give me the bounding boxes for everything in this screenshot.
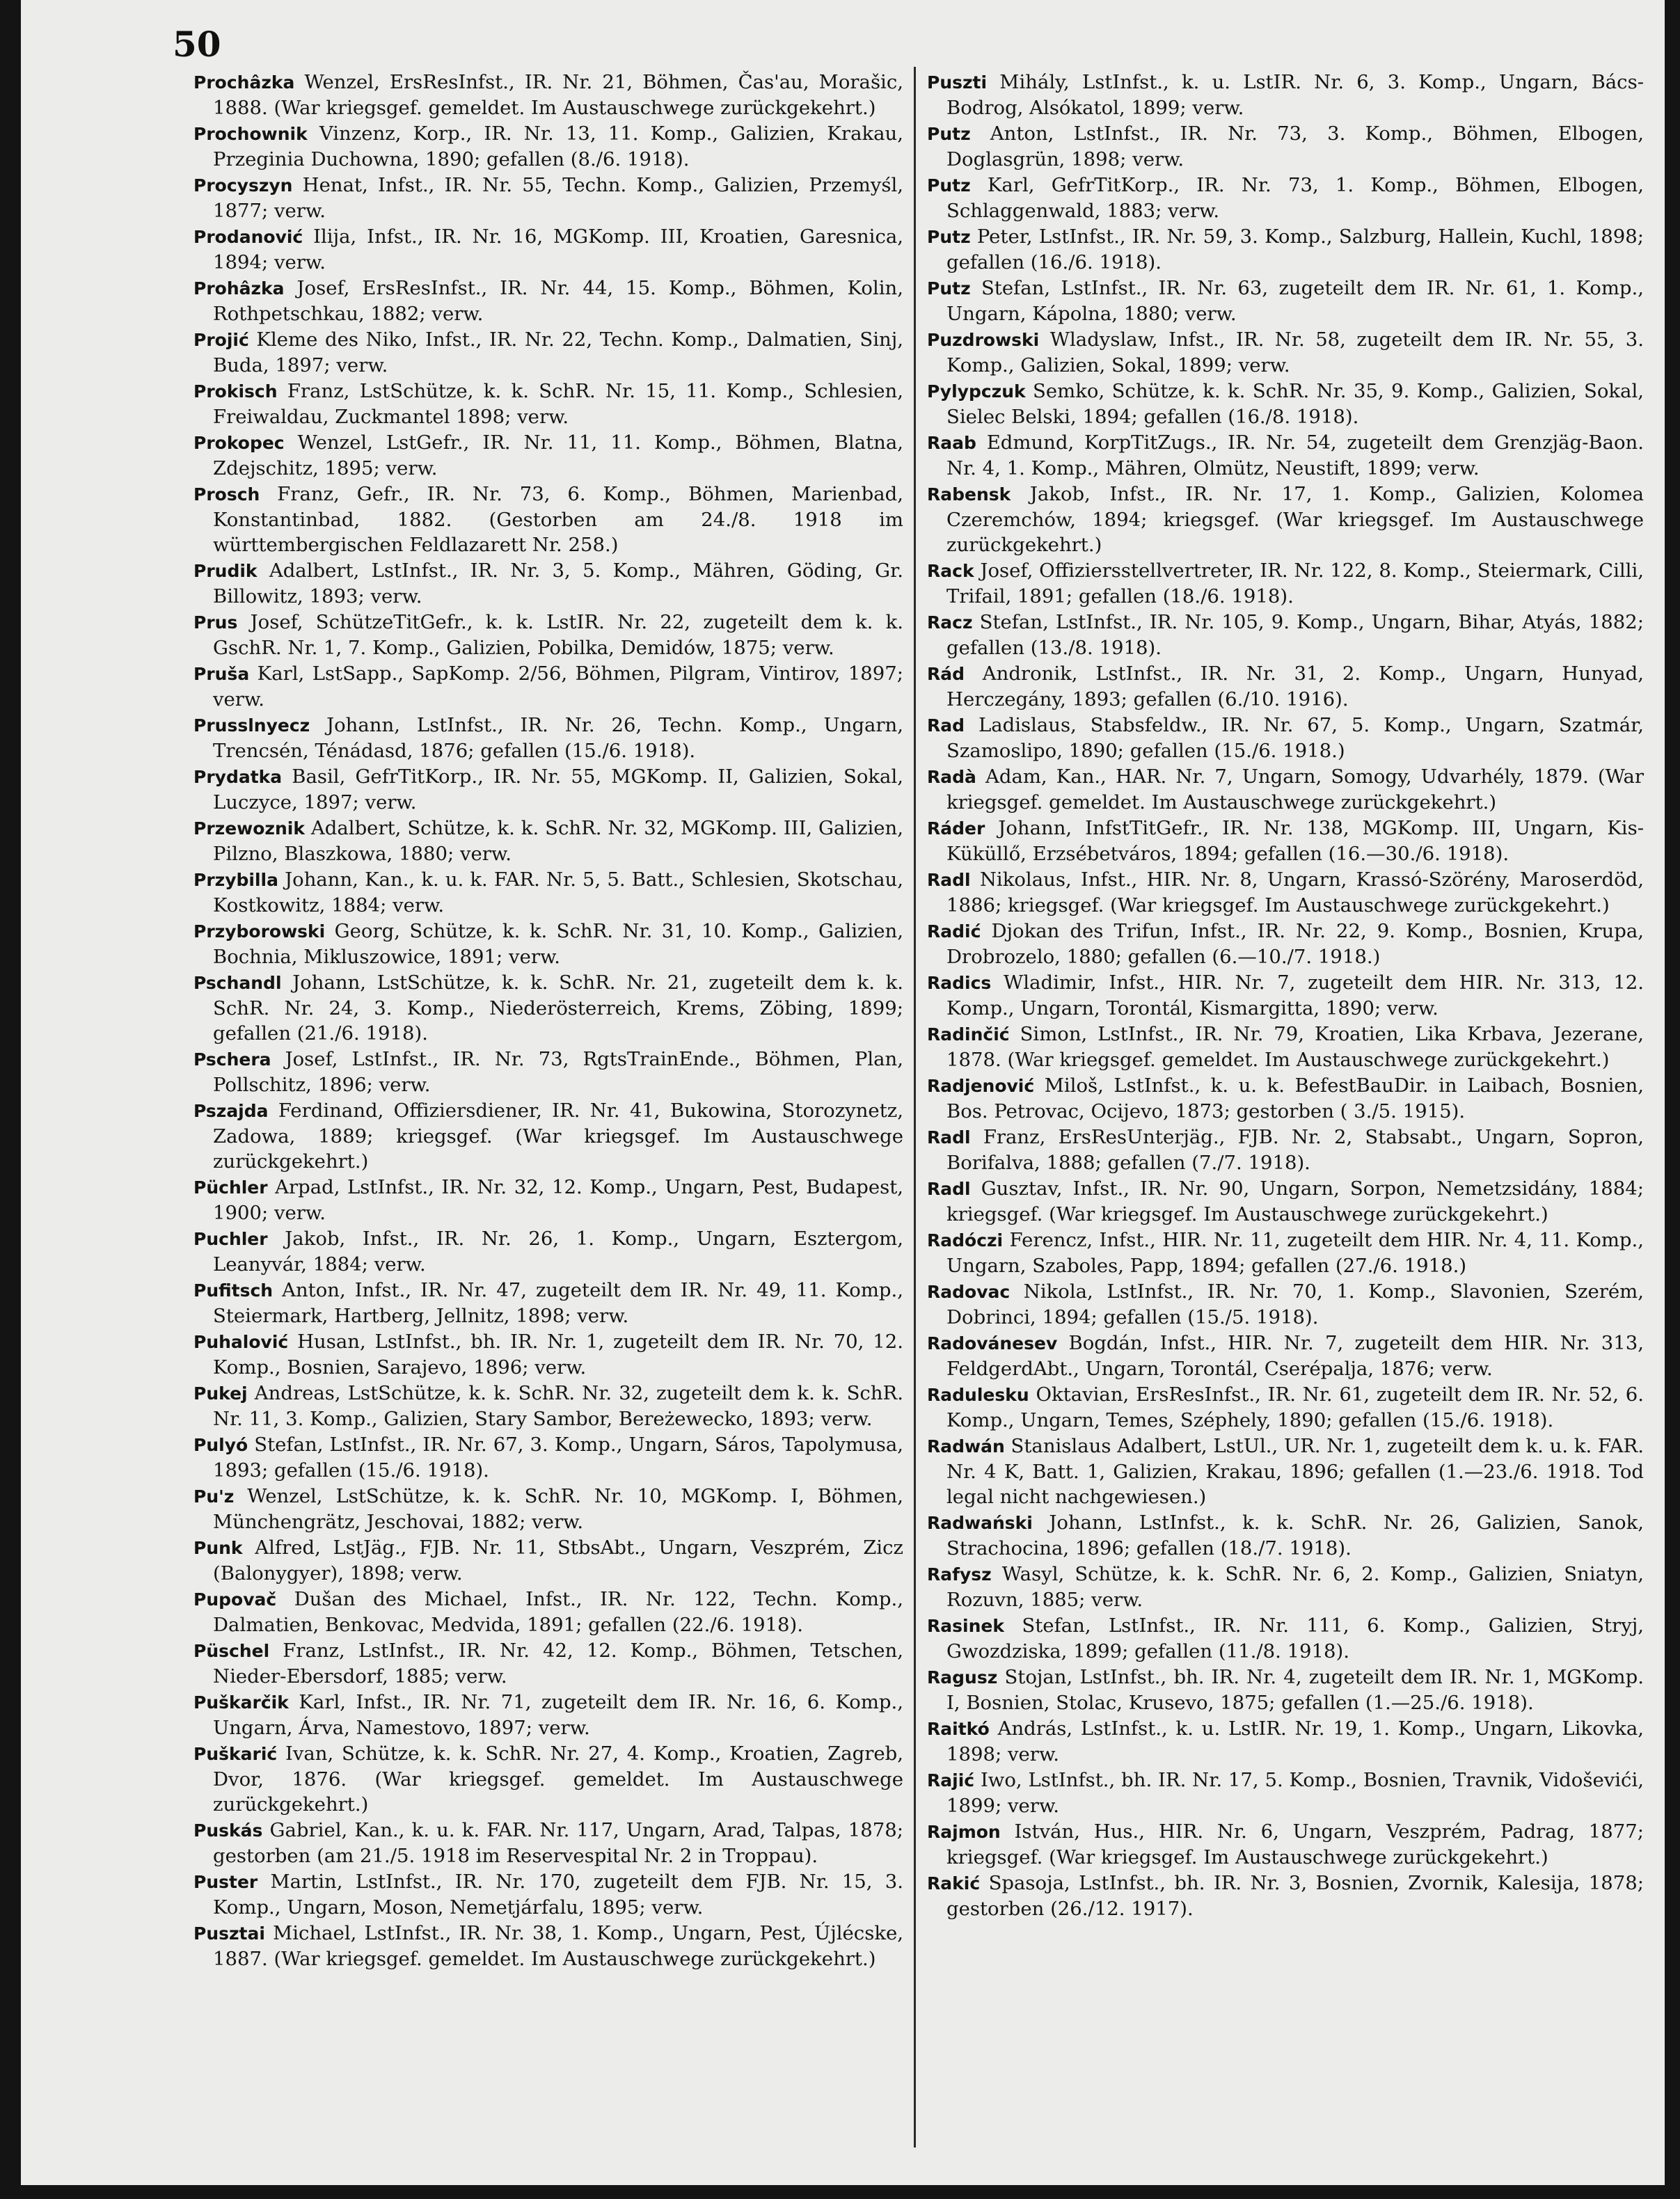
entry-details: Ferdinand, Offiziersdiener, IR. Nr. 41, Bukowina, Storozynetz, Zadowa, 1889; kriegsgef. (War kriegsgef. Im Austauschwege zurückgekehrt.) xyxy=(213,1100,903,1173)
entry-surname: Rád xyxy=(927,664,965,684)
entry-details: Stefan, LstInfst., IR. Nr. 63, zugeteilt dem IR. Nr. 61, 1. Komp., Ungarn, Kápolna, 1880; verw. xyxy=(946,277,1644,325)
entry-surname: Rasinek xyxy=(927,1616,1004,1636)
entry-details: Alfred, LstJäg., FJB. Nr. 11, StbsAbt., Ungarn, Veszprém, Zicz (Balonygyer), 1898; verw. xyxy=(213,1537,903,1585)
casualty-entry xyxy=(927,1022,1644,1072)
entry-details: Jakob, Infst., IR. Nr. 17, 1. Komp., Galizien, Kolomea Czeremchów, 1894; kriegsgef. (War kriegsgef. Im Austauschwege zurückgekehrt.) xyxy=(946,483,1644,556)
casualty-entry xyxy=(193,1278,903,1328)
entry-surname: Rajmon xyxy=(927,1822,1001,1842)
entry-details: Anton, LstInfst., IR. Nr. 73, 3. Komp., Böhmen, Elbogen, Doglasgrün, 1898; verw. xyxy=(946,122,1644,170)
entry-surname: Rafysz xyxy=(927,1564,992,1585)
entry-surname: Pufitsch xyxy=(193,1280,274,1301)
casualty-entry xyxy=(193,970,903,1046)
casualty-entry xyxy=(927,1768,1644,1818)
casualty-entry xyxy=(927,764,1644,815)
entry-surname: Prosch xyxy=(193,484,260,505)
entry-details: Ladislaus, Stabsfeldw., IR. Nr. 67, 5. Komp., Ungarn, Szatmár, Szamoslipo, 1890; gefallen (15./6. 1918.) xyxy=(946,714,1644,762)
casualty-entry xyxy=(193,1921,903,1971)
entry-details: Josef, SchützeTitGefr., k. k. LstIR. Nr. 22, zugeteilt dem k. k. GschR. Nr. 1, 7. Komp., Galizien, Pobilka, Demidów, 1875; verw. xyxy=(213,611,903,659)
entry-surname: Puchler xyxy=(193,1229,268,1249)
entry-surname: Puškarić xyxy=(193,1744,278,1764)
entry-details: Adalbert, LstInfst., IR. Nr. 3, 5. Komp., Mähren, Göding, Gr. Billowitz, 1893; verw. xyxy=(213,559,903,608)
casualty-entry xyxy=(927,173,1644,223)
entry-surname: Radl xyxy=(927,870,971,890)
entry-details: Oktavian, ErsResInfst., IR. Nr. 61, zugeteilt dem IR. Nr. 52, 6. Komp., Ungarn, Temes, Széphely, 1890; gefallen (15./6. 1918). xyxy=(946,1383,1644,1431)
entry-surname: Pschera xyxy=(193,1049,271,1070)
entry-surname: Radwán xyxy=(927,1436,1005,1456)
entry-surname: Raab xyxy=(927,433,976,453)
entry-details: Johann, LstInfst., k. k. SchR. Nr. 26, Galizien, Sanok, Strachocina, 1896; gefallen (18./7. 1918). xyxy=(946,1511,1644,1559)
casualty-entry xyxy=(927,713,1644,763)
entry-surname: Radjenović xyxy=(927,1076,1035,1096)
casualty-entry xyxy=(193,1047,903,1097)
entry-details: Nikolaus, Infst., HIR. Nr. 8, Ungarn, Krassó-Szörény, Maroserdöd, 1886; kriegsgef. (War kriegsgef. Im Austauschwege zurückgekehrt.) xyxy=(946,868,1644,916)
scan-border-left xyxy=(0,0,21,2199)
entry-surname: Puzdrowski xyxy=(927,330,1040,350)
entry-surname: Pruša xyxy=(193,664,250,684)
entry-surname: Pusztai xyxy=(193,1923,265,1944)
casualty-entry xyxy=(927,482,1644,557)
casualty-entry xyxy=(927,379,1644,429)
casualty-entry xyxy=(193,1741,903,1817)
scan-border-bottom xyxy=(0,2185,1680,2199)
entry-surname: Racz xyxy=(927,612,973,633)
entry-surname: Putz xyxy=(927,175,971,196)
entry-surname: Puster xyxy=(193,1872,258,1892)
casualty-entry xyxy=(193,1329,903,1380)
casualty-entry xyxy=(927,1871,1644,1921)
casualty-entry xyxy=(927,558,1644,609)
entry-surname: Püschel xyxy=(193,1641,270,1661)
entry-details: Wladimir, Infst., HIR. Nr. 7, zugeteilt dem HIR. Nr. 313, 12. Komp., Ungarn, Torontál, Kismargitta, 1890; verw. xyxy=(946,971,1644,1019)
entry-surname: Prochâzka xyxy=(193,72,295,93)
entry-details: Semko, Schütze, k. k. SchR. Nr. 35, 9. Komp., Galizien, Sokal, Sielec Belski, 1894; gefallen (16./8. 1918). xyxy=(946,380,1644,428)
entry-details: Anton, Infst., IR. Nr. 47, zugeteilt dem IR. Nr. 49, 11. Komp., Steiermark, Hartberg, Jellnitz, 1898; verw. xyxy=(213,1279,904,1327)
casualty-entry xyxy=(927,1176,1644,1227)
entry-details: Stanislaus Adalbert, LstUl., UR. Nr. 1, zugeteilt dem k. u. k. FAR. Nr. 4 K, Batt. 1, Galizien, Krakau, 1896; gefallen (1.—23./6. 1918. Tod legal nicht nachgewiesen.) xyxy=(946,1435,1645,1508)
casualty-entry xyxy=(193,1869,903,1920)
entry-details: Arpad, LstInfst., IR. Nr. 32, 12. Komp., Ungarn, Pest, Budapest, 1900; verw. xyxy=(213,1176,903,1224)
entry-surname: Przyborowski xyxy=(193,921,326,942)
entry-details: Wenzel, LstSchütze, k. k. SchR. Nr. 10, MGKomp. I, Böhmen, Münchengrätz, Jeschovai, 1882; verw. xyxy=(213,1485,903,1533)
entry-surname: Prydatka xyxy=(193,767,283,787)
entry-surname: Rack xyxy=(927,561,974,581)
entry-details: Josef, LstInfst., IR. Nr. 73, RgtsTrainEnde., Böhmen, Plan, Pollschitz, 1896; verw. xyxy=(213,1048,903,1096)
entry-surname: Putz xyxy=(927,124,971,144)
entry-details: Josef, ErsResInfst., IR. Nr. 44, 15. Komp., Böhmen, Kolin, Rothpetschkau, 1882; verw. xyxy=(213,277,903,325)
casualty-entry xyxy=(193,610,903,660)
casualty-entry xyxy=(193,1098,903,1174)
left-column xyxy=(193,70,903,1972)
entry-surname: Pupovač xyxy=(193,1589,277,1610)
casualty-entry xyxy=(927,430,1644,481)
entry-surname: Prohâzka xyxy=(193,278,285,299)
entry-details: Michael, LstInfst., IR. Nr. 38, 1. Komp., Ungarn, Pest, Újlécske, 1887. (War kriegsgef. gemeldet. Im Austauschwege zurückgekehrt.) xyxy=(213,1922,903,1970)
casualty-entry xyxy=(927,1073,1644,1124)
casualty-entry xyxy=(193,713,903,763)
entry-surname: Pylypczuk xyxy=(927,381,1026,402)
casualty-entry xyxy=(193,327,903,378)
entry-surname: Raitkó xyxy=(927,1719,990,1739)
entry-surname: Putz xyxy=(927,227,971,247)
entry-surname: Punk xyxy=(193,1538,243,1558)
entry-details: Edmund, KorpTitZugs., IR. Nr. 54, zugeteilt dem Grenzjäg-Baon. Nr. 4, 1. Komp., Mähren, Olmütz, Neustift, 1899; verw. xyxy=(946,431,1644,479)
entry-details: Franz, ErsResUnterjäg., FJB. Nr. 2, Stabsabt., Ungarn, Sopron, Borifalva, 1888; gefallen (7./7. 1918). xyxy=(946,1126,1644,1174)
casualty-entry xyxy=(927,867,1644,918)
entry-details: Djokan des Trifun, Infst., IR. Nr. 22, 9. Komp., Bosnien, Krupa, Drobrozelo, 1880; gefallen (6.—10./7. 1918.) xyxy=(946,920,1644,968)
entry-details: Wladyslaw, Infst., IR. Nr. 58, zugeteilt dem IR. Nr. 55, 3. Komp., Galizien, Sokal, 1899; verw. xyxy=(946,328,1644,376)
entry-surname: Przewoznik xyxy=(193,818,305,839)
casualty-entry xyxy=(193,276,903,326)
entry-surname: Prodanović xyxy=(193,227,303,247)
entry-surname: Radl xyxy=(927,1127,971,1148)
entry-details: Vinzenz, Korp., IR. Nr. 13, 11. Komp., Galizien, Krakau, Przeginia Duchowna, 1890; gefallen (8./6. 1918). xyxy=(213,122,903,170)
casualty-entry xyxy=(927,327,1644,378)
casualty-entry xyxy=(927,276,1644,326)
column-divider xyxy=(914,67,916,2148)
casualty-entry xyxy=(193,1226,903,1277)
entry-surname: Puszti xyxy=(927,72,988,93)
entry-details: Basil, GefrTitKorp., IR. Nr. 55, MGKomp. II, Galizien, Sokal, Luczyce, 1897; verw. xyxy=(213,765,903,813)
casualty-entry xyxy=(193,558,903,609)
entry-details: Bogdán, Infst., HIR. Nr. 7, zugeteilt dem HIR. Nr. 313, FeldgerdAbt., Ungarn, Torontál, Cserépalja, 1876; verw. xyxy=(946,1332,1644,1380)
page-number: 50 xyxy=(173,24,221,65)
entry-surname: Puhalović xyxy=(193,1332,289,1352)
entry-details: Johann, LstInfst., IR. Nr. 26, Techn. Komp., Ungarn, Trencsén, Ténádasd, 1876; gefallen (15./6. 1918). xyxy=(213,714,903,762)
casualty-entry xyxy=(193,1818,903,1868)
entry-details: Wenzel, LstGefr., IR. Nr. 11, 11. Komp., Böhmen, Blatna, Zdejschitz, 1895; verw. xyxy=(213,431,903,479)
entry-surname: Radl xyxy=(927,1179,971,1199)
entry-details: Franz, Gefr., IR. Nr. 73, 6. Komp., Böhmen, Marienbad, Konstantinbad, 1882. (Gestorben am 24./8. 1918 im württembergischen Feldlazarett Nr. 258.) xyxy=(213,483,903,556)
entry-surname: Prudik xyxy=(193,561,257,581)
entry-details: Georg, Schütze, k. k. SchR. Nr. 31, 10. Komp., Galizien, Bochnia, Mikluszowice, 1891; verw. xyxy=(213,920,903,968)
entry-details: Ferencz, Infst., HIR. Nr. 11, zugeteilt dem HIR. Nr. 4, 11. Komp., Ungarn, Szaboles, Papp, 1894; gefallen (27./6. 1918.) xyxy=(946,1229,1645,1277)
entry-surname: Pschandl xyxy=(193,973,282,993)
entry-surname: Pulyó xyxy=(193,1435,248,1455)
entry-details: Gusztav, Infst., IR. Nr. 90, Ungarn, Sorpon, Nemetzsidány, 1884; kriegsgef. (War kriegsgef. Im Austauschwege zurückgekehrt.) xyxy=(946,1177,1644,1225)
casualty-entry xyxy=(927,919,1644,969)
entry-details: Johann, Kan., k. u. k. FAR. Nr. 5, 5. Batt., Schlesien, Skotschau, Kostkowitz, 1884; verw. xyxy=(213,868,903,916)
casualty-entry xyxy=(927,1434,1644,1509)
entry-surname: Rabensk xyxy=(927,484,1011,505)
entry-details: Martin, LstInfst., IR. Nr. 170, zugeteilt dem FJB. Nr. 15, 3. Komp., Ungarn, Moson, Nemetjárfalu, 1895; verw. xyxy=(213,1871,903,1919)
casualty-entry xyxy=(927,1125,1644,1175)
entry-surname: Ráder xyxy=(927,818,985,839)
entry-surname: Prokisch xyxy=(193,381,278,402)
casualty-entry xyxy=(193,919,903,969)
entry-details: Adam, Kan., HAR. Nr. 7, Ungarn, Somogy, Udvarhély, 1879. (War kriegsgef. gemeldet. Im Austauschwege zurückgekehrt.) xyxy=(946,765,1644,813)
casualty-entry xyxy=(193,1587,903,1637)
casualty-entry xyxy=(927,1279,1644,1330)
casualty-entry xyxy=(193,867,903,918)
entry-details: Spasoja, LstInfst., bh. IR. Nr. 3, Bosnien, Zvornik, Kalesija, 1878; gestorben (26./12. 1917). xyxy=(946,1872,1644,1920)
entry-details: Jakob, Infst., IR. Nr. 26, 1. Komp., Ungarn, Esztergom, Leanyvár, 1884; verw. xyxy=(213,1228,903,1276)
casualty-entry xyxy=(193,661,903,712)
entry-surname: Pukej xyxy=(193,1383,248,1404)
entry-details: Adalbert, Schütze, k. k. SchR. Nr. 32, MGKomp. III, Galizien, Pilzno, Blaszkowa, 1880; verw. xyxy=(213,817,903,865)
entry-details: Stefan, LstInfst., IR. Nr. 67, 3. Komp., Ungarn, Sáros, Tapolymusa, 1893; gefallen (15./6. 1918). xyxy=(213,1434,903,1482)
entry-details: Peter, LstInfst., IR. Nr. 59, 3. Komp., Salzburg, Hallein, Kuchl, 1898; gefallen (16./6. 1918). xyxy=(946,225,1644,273)
entry-details: Nikola, LstInfst., IR. Nr. 70, 1. Komp., Slavonien, Szerém, Dobrinci, 1894; gefallen (15./5. 1918). xyxy=(946,1280,1644,1328)
scan-border-right xyxy=(1665,0,1680,2199)
entry-details: Karl, GefrTitKorp., IR. Nr. 73, 1. Komp., Böhmen, Elbogen, Schlaggenwald, 1883; verw. xyxy=(946,174,1645,222)
casualty-entry xyxy=(927,1510,1644,1561)
entry-details: Stefan, LstInfst., IR. Nr. 105, 9. Komp., Ungarn, Bihar, Atyás, 1882; gefallen (13./8. 1918). xyxy=(946,611,1644,659)
entry-surname: Radóczi xyxy=(927,1230,1004,1251)
entry-details: Andreas, LstSchütze, k. k. SchR. Nr. 32, zugeteilt dem k. k. SchR. Nr. 11, 3. Komp., Galizien, Stary Sambor, Bereżewecko, 1893; verw. xyxy=(213,1382,903,1430)
entry-surname: Rajić xyxy=(927,1770,975,1791)
casualty-entry xyxy=(927,1613,1644,1664)
casualty-entry xyxy=(193,816,903,866)
entry-surname: Radà xyxy=(927,767,976,787)
entry-details: Miloš, LstInfst., k. u. k. BefestBauDir. in Laibach, Bosnien, Bos. Petrovac, Ocijevo, 1873; gestorben ( 3./5. 1915). xyxy=(946,1074,1644,1122)
casualty-entry xyxy=(193,430,903,481)
entry-surname: Radulesku xyxy=(927,1385,1029,1405)
entry-surname: Prokopec xyxy=(193,433,285,453)
casualty-entry xyxy=(193,1690,903,1740)
entry-surname: Rakić xyxy=(927,1873,981,1894)
casualty-entry xyxy=(927,970,1644,1021)
casualty-entry xyxy=(927,1819,1644,1870)
entry-surname: Radwański xyxy=(927,1513,1033,1533)
entry-details: Husan, LstInfst., bh. IR. Nr. 1, zugeteilt dem IR. Nr. 70, 12. Komp., Bosnien, Sarajevo, 1896; verw. xyxy=(213,1331,903,1379)
casualty-entry xyxy=(193,1535,903,1586)
casualty-entry xyxy=(193,1175,903,1225)
entry-details: Franz, LstInfst., IR. Nr. 42, 12. Komp., Böhmen, Tetschen, Nieder-Ebersdorf, 1885; verw. xyxy=(213,1640,903,1688)
entry-details: Wenzel, ErsResInfst., IR. Nr. 21, Böhmen, Čas'au, Morašic, 1888. (War kriegsgef. gemeldet. Im Austauschwege zurückgekehrt.) xyxy=(213,71,903,119)
casualty-entry xyxy=(927,121,1644,172)
casualty-entry xyxy=(927,1665,1644,1715)
entry-details: Josef, Offiziersstellvertreter, IR. Nr. 122, 8. Komp., Steiermark, Cilli, Trifail, 1891; gefallen (18./6. 1918). xyxy=(946,559,1644,608)
entry-surname: Puškarčik xyxy=(193,1692,289,1713)
entry-details: Karl, Infst., IR. Nr. 71, zugeteilt dem IR. Nr. 16, 6. Komp., Ungarn, Árva, Namestovo, 1897; verw. xyxy=(213,1691,903,1739)
casualty-entry xyxy=(927,70,1644,120)
entry-details: Ivan, Schütze, k. k. SchR. Nr. 27, 4. Komp., Kroatien, Zagreb, Dvor, 1876. (War kriegsgef. gemeldet. Im Austauschwege zurückgekehrt.) xyxy=(213,1742,903,1816)
entry-surname: Projić xyxy=(193,330,249,350)
entry-surname: Rad xyxy=(927,715,965,736)
entry-surname: Putz xyxy=(927,278,971,299)
entry-details: Johann, InfstTitGefr., IR. Nr. 138, MGKomp. III, Ungarn, Kis-Küküllő, Erzsébetváros, 1894; gefallen (16.—30./6. 1918). xyxy=(946,817,1644,865)
entry-details: Dušan des Michael, Infst., IR. Nr. 122, Techn. Komp., Dalmatien, Benkovac, Medvida, 1891; gefallen (22./6. 1918). xyxy=(213,1588,903,1636)
entry-surname: Radić xyxy=(927,921,981,942)
entry-details: András, LstInfst., k. u. LstIR. Nr. 19, 1. Komp., Ungarn, Likovka, 1898; verw. xyxy=(946,1717,1644,1765)
entry-surname: Puskás xyxy=(193,1820,263,1841)
entry-surname: Prus xyxy=(193,612,238,633)
entry-details: Henat, Infst., IR. Nr. 55, Techn. Komp., Galizien, Przemyśl, 1877; verw. xyxy=(213,174,903,222)
casualty-entry xyxy=(193,1638,903,1689)
right-column xyxy=(927,70,1644,1922)
casualty-entry xyxy=(927,610,1644,660)
entry-surname: Pu'z xyxy=(193,1486,235,1507)
entry-surname: Radovac xyxy=(927,1282,1011,1302)
entry-details: Kleme des Niko, Infst., IR. Nr. 22, Techn. Komp., Dalmatien, Sinj, Buda, 1897; verw. xyxy=(213,328,903,376)
casualty-entry xyxy=(193,1381,903,1431)
entry-details: Gabriel, Kan., k. u. k. FAR. Nr. 117, Ungarn, Arad, Talpas, 1878; gestorben (am 21./5. 1918 im Reservespital Nr. 2 in Troppau). xyxy=(213,1819,903,1867)
entry-details: Johann, LstSchütze, k. k. SchR. Nr. 21, zugeteilt dem k. k. SchR. Nr. 24, 3. Komp., Niederösterreich, Krems, Zöbing, 1899; gefallen (21./6. 1918). xyxy=(213,971,903,1045)
casualty-entry xyxy=(927,1716,1644,1767)
entry-details: Simon, LstInfst., IR. Nr. 79, Kroatien, Lika Krbava, Jezerane, 1878. (War kriegsgef. gemeldet. Im Austauschwege zurückgekehrt.) xyxy=(946,1023,1644,1071)
casualty-entry xyxy=(927,1382,1644,1433)
entry-surname: Pszajda xyxy=(193,1101,269,1121)
entry-details: Mihály, LstInfst., k. u. LstIR. Nr. 6, 3. Komp., Ungarn, Bács-Bodrog, Alsókatol, 1899; verw. xyxy=(946,71,1644,119)
entry-surname: Püchler xyxy=(193,1177,268,1198)
entry-details: István, Hus., HIR. Nr. 6, Ungarn, Veszprém, Padrag, 1877; kriegsgef. (War kriegsgef. Im Austauschwege zurückgekehrt.) xyxy=(946,1820,1645,1868)
casualty-entry xyxy=(927,224,1644,275)
entry-details: Iwo, LstInfst., bh. IR. Nr. 17, 5. Komp., Bosnien, Travnik, Vidoševići, 1899; verw. xyxy=(946,1769,1644,1817)
casualty-entry xyxy=(193,224,903,275)
casualty-entry xyxy=(927,1228,1644,1278)
casualty-entry xyxy=(927,816,1644,866)
entry-surname: Ragusz xyxy=(927,1667,998,1688)
entry-surname: Procyszyn xyxy=(193,175,293,196)
entry-surname: Radinčić xyxy=(927,1024,1010,1045)
casualty-entry xyxy=(193,173,903,223)
entry-details: Franz, LstSchütze, k. k. SchR. Nr. 15, 11. Komp., Schlesien, Freiwaldau, Zuckmantel 1898; verw. xyxy=(213,380,904,428)
casualty-entry xyxy=(927,661,1644,712)
casualty-entry xyxy=(927,1562,1644,1612)
casualty-entry xyxy=(193,482,903,557)
entry-details: Stefan, LstInfst., IR. Nr. 111, 6. Komp., Galizien, Stryj, Gwozdziska, 1899; gefallen (11./8. 1918). xyxy=(946,1614,1645,1662)
casualty-entry xyxy=(193,1432,903,1483)
entry-surname: Prochownik xyxy=(193,124,308,144)
casualty-entry xyxy=(927,1331,1644,1381)
casualty-entry xyxy=(193,121,903,172)
entry-details: Wasyl, Schütze, k. k. SchR. Nr. 6, 2. Komp., Galizien, Sniatyn, Rozuvn, 1885; verw. xyxy=(946,1563,1644,1611)
casualty-entry xyxy=(193,764,903,815)
entry-surname: Przybilla xyxy=(193,870,278,890)
casualty-entry xyxy=(193,1484,903,1534)
entry-surname: Radics xyxy=(927,973,992,993)
entry-surname: Radovánesev xyxy=(927,1333,1058,1353)
entry-details: Andronik, LstInfst., IR. Nr. 31, 2. Komp., Ungarn, Hunyad, Herczegány, 1893; gefallen (6./10. 1916). xyxy=(946,662,1644,710)
casualty-entry xyxy=(193,70,903,120)
entry-details: Ilija, Infst., IR. Nr. 16, MGKomp. III, Kroatien, Garesnica, 1894; verw. xyxy=(213,225,903,273)
entry-details: Stojan, LstInfst., bh. IR. Nr. 4, zugeteilt dem IR. Nr. 1, MGKomp. I, Bosnien, Stolac, Krusevo, 1875; gefallen (1.—25./6. 1918). xyxy=(946,1666,1644,1714)
entry-details: Karl, LstSapp., SapKomp. 2/56, Böhmen, Pilgram, Vintirov, 1897; verw. xyxy=(213,662,903,710)
entry-surname: Prusslnyecz xyxy=(193,715,310,736)
casualty-entry xyxy=(193,379,903,429)
